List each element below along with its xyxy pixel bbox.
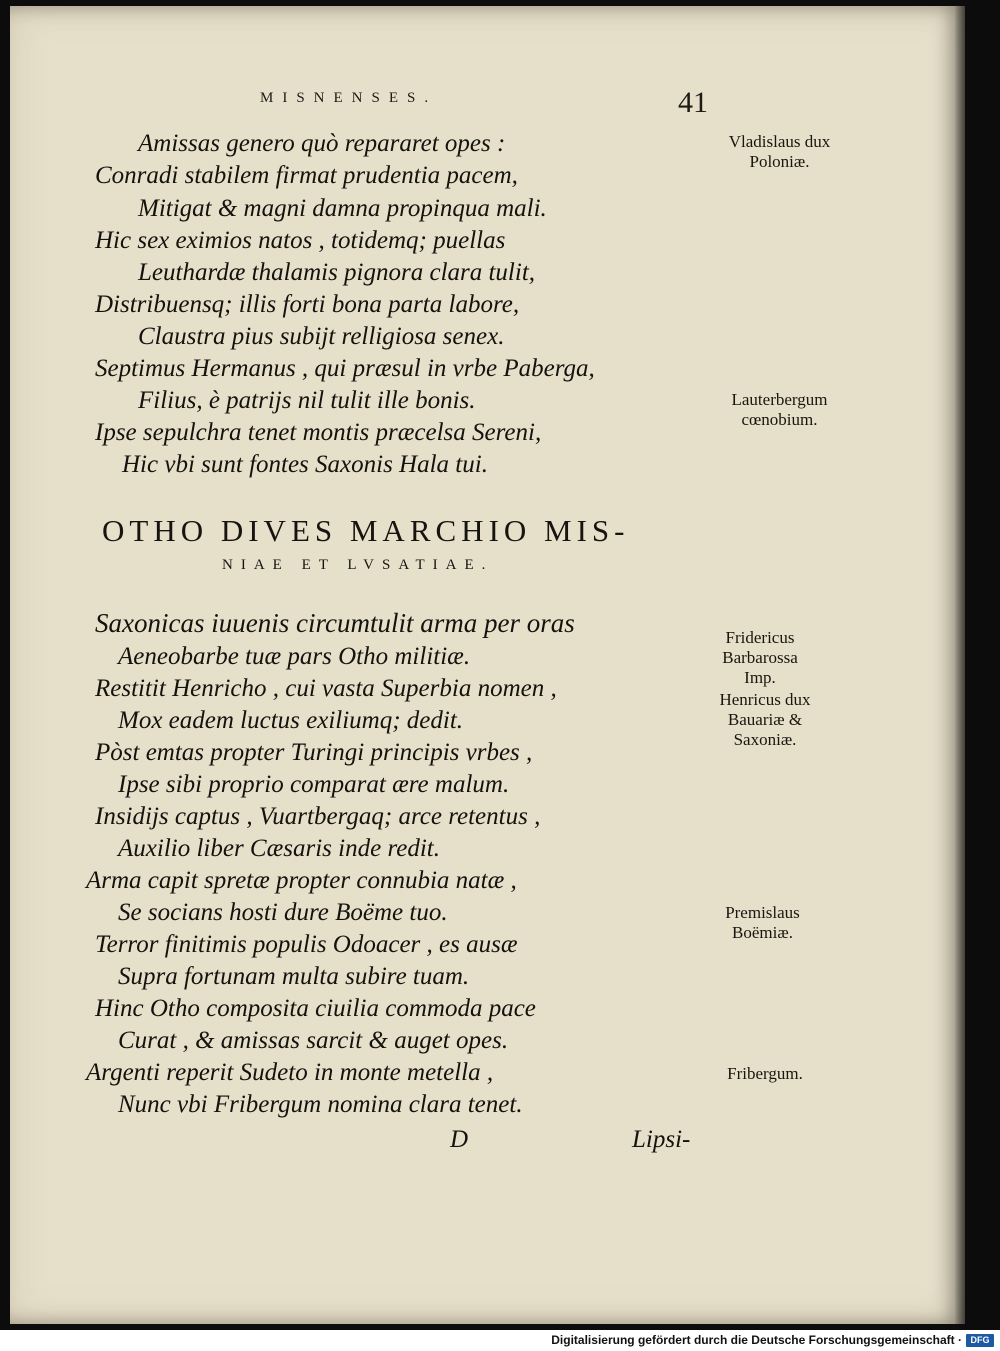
margin-note-premislaus: Premislaus Boëmiæ. — [725, 903, 800, 942]
section-heading: OTHO DIVES MARCHIO MIS- — [102, 513, 630, 548]
verse-line: Claustra pius subijt relligiosa senex. — [138, 323, 505, 350]
verse-line: Conradi stabilem firmat prudentia pacem, — [95, 162, 518, 189]
signature-mark: D — [450, 1126, 469, 1153]
verse-line: Ipse sibi proprio comparat ære malum. — [118, 771, 510, 798]
margin-note-fridericus: Fridericus Barbarossa Imp. — [722, 628, 798, 687]
margin-note-vladislaus: Vladislaus dux Poloniæ. — [728, 132, 831, 171]
verse-line: Filius, è patrijs nil tulit ille bonis. — [138, 387, 476, 414]
verse-line: Se socians hosti dure Boëme tuo. — [118, 899, 448, 926]
verse-line: Aeneobarbe tuæ pars Otho militiæ. — [118, 643, 471, 670]
verse-line: Pòst emtas propter Turingi principis vrbes , — [95, 739, 533, 766]
verse-line: Argenti reperit Sudeto in monte metella , — [86, 1059, 494, 1086]
page-spine-shadow — [955, 6, 965, 1324]
catchword: Lipsi- — [632, 1126, 691, 1153]
verse-line: Nunc vbi Fribergum nomina clara tenet. — [118, 1091, 523, 1118]
verse-line: Hinc Otho composita ciuilia commoda pace — [95, 995, 536, 1022]
digitization-credit-bar — [0, 1330, 1000, 1351]
verse-line: Saxonicas iuuenis circumtulit arma per oras — [95, 608, 575, 638]
verse-line: Arma capit spretæ propter connubia natæ , — [86, 867, 517, 894]
credit-text: Digitalisierung gefördert durch die Deutsche Forschungsgemeinschaft · — [551, 1333, 962, 1347]
margin-note-lauterbergum: Lauterbergum cœnobium. — [731, 390, 828, 429]
verse-line: Ipse sepulchra tenet montis præcelsa Sereni, — [95, 419, 542, 446]
verse-line: Amissas genero quò repararet opes : — [138, 130, 506, 157]
verse-line: Curat , & amissas sarcit & auget opes. — [118, 1027, 509, 1054]
verse-line: Mitigat & magni damna propinqua mali. — [138, 195, 547, 222]
running-title: MISNENSES. — [260, 90, 438, 106]
margin-note-fribergum: Fribergum. — [727, 1064, 803, 1083]
verse-line: Leuthardæ thalamis pignora clara tulit, — [138, 259, 536, 286]
verse-line: Distribuensq; illis forti bona parta labore, — [95, 291, 520, 318]
section-subheading: NIAE ET LVSATIAE. — [222, 557, 494, 573]
book-page — [10, 6, 965, 1324]
page-number: 41 — [678, 86, 708, 119]
verse-line: Insidijs captus , Vuartbergaq; arce retentus , — [95, 803, 541, 830]
dfg-logo-icon[interactable]: DFG — [966, 1334, 994, 1347]
verse-line: Hic sex eximios natos , totidemq; puellas — [95, 227, 506, 254]
margin-note-henricus: Henricus dux Bauariæ & Saxoniæ. — [719, 690, 811, 749]
verse-line: Mox eadem luctus exiliumq; dedit. — [118, 707, 464, 734]
verse-line: Hic vbi sunt fontes Saxonis Hala tui. — [122, 451, 488, 478]
verse-line: Septimus Hermanus , qui præsul in vrbe Paberga, — [95, 355, 595, 382]
verse-line: Supra fortunam multa subire tuam. — [118, 963, 470, 990]
verse-line: Auxilio liber Cæsaris inde redit. — [118, 835, 440, 862]
verse-line: Restitit Henricho , cui vasta Superbia nomen , — [95, 675, 557, 702]
verse-line: Terror finitimis populis Odoacer , es ausæ — [95, 931, 518, 958]
